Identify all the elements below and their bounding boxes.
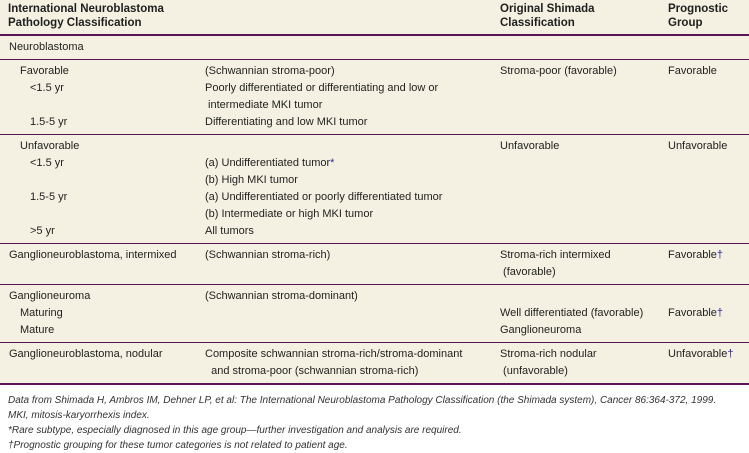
histology-line: Composite schwannian stroma-rich/stroma-dominant xyxy=(205,348,463,360)
classification-label: Mature xyxy=(20,324,55,336)
cell-shimada xyxy=(500,189,668,223)
prognostic-dagger: † xyxy=(716,249,724,261)
cell-prognostic-group xyxy=(668,138,749,155)
cell-histology xyxy=(205,39,500,56)
classification-label: <1.5 yr xyxy=(30,157,64,169)
table-section xyxy=(0,343,749,383)
table-section xyxy=(0,60,749,135)
cell-prognostic-group xyxy=(668,247,749,281)
header-classification: International Neuroblastoma Pathology Classification xyxy=(8,3,164,29)
cell-histology xyxy=(205,223,500,240)
cell-classification xyxy=(0,223,205,240)
cell-histology xyxy=(205,80,500,114)
table-row xyxy=(0,80,749,114)
cell-shimada xyxy=(500,114,668,131)
table-row xyxy=(0,138,749,155)
cell-prognostic-group xyxy=(668,288,749,305)
shimada-line: Stroma-rich nodular xyxy=(500,348,597,360)
table-section xyxy=(0,285,749,343)
shimada-line: Well differentiated (favorable) xyxy=(500,307,644,319)
histology-line: (b) Intermediate or high MKI tumor xyxy=(205,208,374,220)
cell-histology xyxy=(205,346,500,380)
table-body xyxy=(0,36,749,383)
cell-histology xyxy=(205,322,500,339)
cell-shimada xyxy=(500,346,668,380)
table-row xyxy=(0,346,749,380)
table-row xyxy=(0,155,749,189)
table-row xyxy=(0,189,749,223)
classification-label: >5 yr xyxy=(30,225,55,237)
classification-label: Ganglioneuroma xyxy=(9,290,91,302)
cell-histology xyxy=(205,138,500,155)
prognostic-group-label: Favorable xyxy=(668,65,717,77)
table-section xyxy=(0,244,749,285)
cell-histology xyxy=(205,247,500,281)
histology-line: Poorly differentiated or differentiating and low or xyxy=(205,82,439,94)
footnotes xyxy=(0,385,749,453)
footnote-mki: MKI, mitosis-karyorrhexis index. xyxy=(8,410,150,421)
cell-prognostic-group xyxy=(668,305,749,322)
cell-prognostic-group xyxy=(668,114,749,131)
classification-label: 1.5-5 yr xyxy=(30,191,68,203)
cell-classification xyxy=(0,114,205,131)
classification-label: Neuroblastoma xyxy=(9,41,84,53)
shimada-line: (unfavorable) xyxy=(500,365,568,377)
prognostic-group-label: Unfavorable† xyxy=(668,348,734,360)
histology-line: intermediate MKI tumor xyxy=(205,99,323,111)
shimada-line: Stroma-rich intermixed xyxy=(500,249,611,261)
cell-shimada xyxy=(500,39,668,56)
table-row xyxy=(0,247,749,281)
cell-classification xyxy=(0,322,205,339)
classification-label: <1.5 yr xyxy=(30,82,64,94)
cell-histology xyxy=(205,189,500,223)
shimada-line: Ganglioneuroma xyxy=(500,324,582,336)
histology-line: (a) Undifferentiated tumor* xyxy=(205,157,335,169)
cell-classification xyxy=(0,39,205,56)
cell-classification xyxy=(0,288,205,305)
classification-label: Ganglioneuroblastoma, nodular xyxy=(9,348,163,360)
cell-shimada xyxy=(500,223,668,240)
cell-histology xyxy=(205,155,500,189)
cell-histology xyxy=(205,288,500,305)
table-section xyxy=(0,36,749,60)
cell-classification xyxy=(0,155,205,189)
footnote-source: Data from Shimada H, Ambros IM, Dehner LP, et al: The International Neuroblastoma Pathology Classification (the Shimada system), Cancer 86:364-372, 1999. xyxy=(8,395,717,406)
cell-prognostic-group xyxy=(668,155,749,189)
cell-shimada xyxy=(500,80,668,114)
histology-line: (Schwannian stroma-dominant) xyxy=(205,290,358,302)
cell-prognostic-group xyxy=(668,80,749,114)
cell-shimada xyxy=(500,322,668,339)
cell-prognostic-group xyxy=(668,322,749,339)
cell-shimada xyxy=(500,155,668,189)
cell-classification xyxy=(0,346,205,380)
prognostic-group-label: Favorable† xyxy=(668,249,724,261)
prognostic-dagger: † xyxy=(716,307,724,319)
cell-classification xyxy=(0,305,205,322)
classification-label: Maturing xyxy=(20,307,63,319)
cell-shimada xyxy=(500,305,668,322)
cell-histology xyxy=(205,305,500,322)
table-row xyxy=(0,114,749,131)
cell-shimada xyxy=(500,63,668,80)
prognostic-dagger: † xyxy=(727,348,734,360)
cell-shimada xyxy=(500,288,668,305)
cell-prognostic-group xyxy=(668,223,749,240)
table-row xyxy=(0,322,749,339)
rare-subtype-asterisk: * xyxy=(330,157,335,169)
table-row xyxy=(0,223,749,240)
prognostic-group-label: Favorable† xyxy=(668,307,724,319)
table-row xyxy=(0,288,749,305)
cell-prognostic-group xyxy=(668,63,749,80)
footnote-asterisk: *Rare subtype, especially diagnosed in this age group—further investigation and analysis are required. xyxy=(8,425,462,436)
histology-line: Differentiating and low MKI tumor xyxy=(205,116,368,128)
cell-classification xyxy=(0,247,205,281)
header-shimada: Original Shimada Classification xyxy=(500,3,595,29)
table-row xyxy=(0,63,749,80)
classification-label: Unfavorable xyxy=(20,140,80,152)
histology-line: (Schwannian stroma-rich) xyxy=(205,249,331,261)
shimada-line: Stroma-poor (favorable) xyxy=(500,65,617,77)
cell-histology xyxy=(205,63,500,80)
table-row xyxy=(0,39,749,56)
cell-classification xyxy=(0,189,205,223)
classification-label: 1.5-5 yr xyxy=(30,116,68,128)
cell-shimada xyxy=(500,138,668,155)
footnote-dagger: †Prognostic grouping for these tumor categories is not related to patient age. xyxy=(8,440,348,451)
histology-line: All tumors xyxy=(205,225,254,237)
cell-classification xyxy=(0,138,205,155)
classification-label: Ganglioneuroblastoma, intermixed xyxy=(9,249,177,261)
histology-line: and stroma-poor (schwannian stroma-rich) xyxy=(205,365,419,377)
table-section xyxy=(0,135,749,244)
shimada-line: Unfavorable xyxy=(500,140,560,152)
cell-histology xyxy=(205,114,500,131)
header-prognostic-group: Prognostic Group xyxy=(668,3,729,29)
cell-prognostic-group xyxy=(668,346,749,380)
histology-line: (a) Undifferentiated or poorly differentiated tumor xyxy=(205,191,443,203)
shimada-line: (favorable) xyxy=(500,266,556,278)
table-row xyxy=(0,305,749,322)
cell-prognostic-group xyxy=(668,39,749,56)
cell-shimada xyxy=(500,247,668,281)
histology-line: (Schwannian stroma-poor) xyxy=(205,65,335,77)
cell-classification xyxy=(0,80,205,114)
cell-prognostic-group xyxy=(668,189,749,223)
prognostic-group-label: Unfavorable xyxy=(668,140,728,152)
table-header-row xyxy=(0,0,749,36)
classification-label: Favorable xyxy=(20,65,69,77)
cell-classification xyxy=(0,63,205,80)
histology-line: (b) High MKI tumor xyxy=(205,174,298,186)
